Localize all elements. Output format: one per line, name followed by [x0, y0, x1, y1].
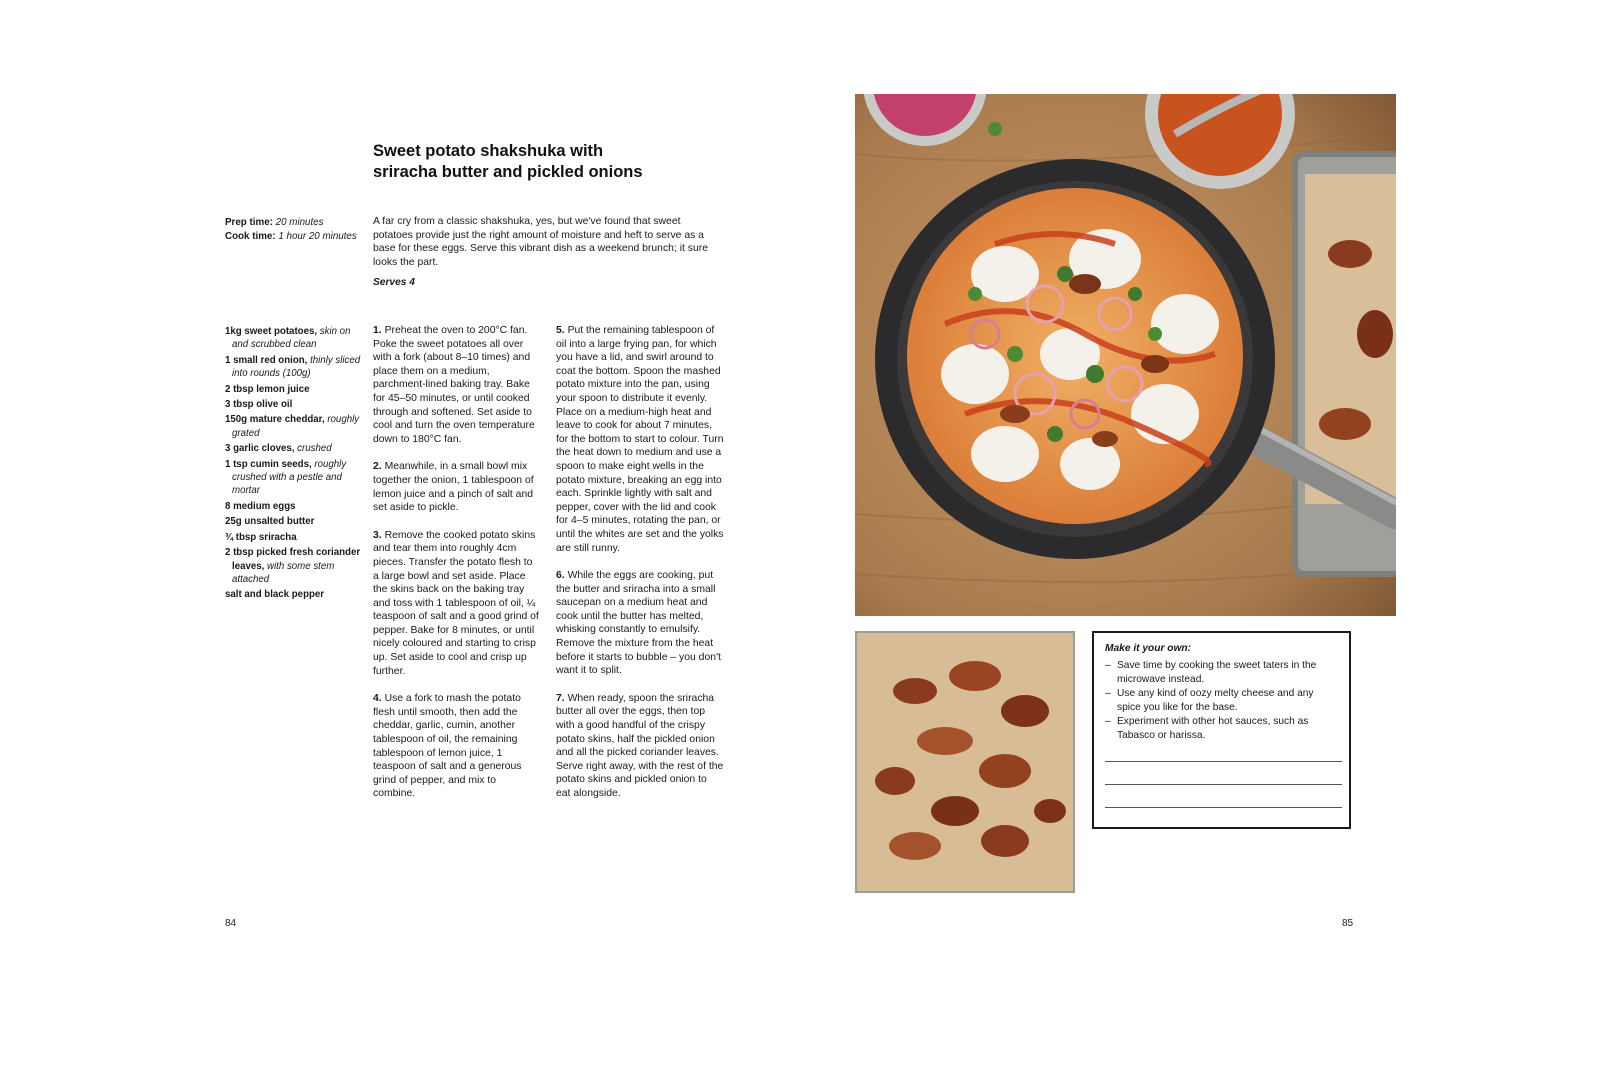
skin-3 [1001, 695, 1049, 727]
serves: Serves 4 [373, 277, 415, 288]
potato-skins-illustration [855, 631, 1075, 893]
skin-6 [979, 754, 1031, 788]
recipe-title [373, 141, 713, 183]
tip-item [1105, 659, 1338, 686]
ingredient-item [225, 588, 365, 601]
ingredient-item [225, 531, 365, 544]
ingredient-item [225, 413, 365, 440]
ingredient-item [225, 500, 365, 513]
ingredient-name: 3 tbsp olive oil [225, 399, 293, 411]
ingredient-name: 8 medium eggs [225, 500, 296, 512]
egg-7 [971, 426, 1039, 482]
ingredient-name: 2 tbsp picked fresh coriander leaves, [225, 547, 361, 572]
recipe-times [225, 216, 370, 243]
method-step [373, 692, 541, 801]
ingredient-name: 150g mature cheddar, [225, 414, 325, 426]
make-it-your-own-box [1092, 631, 1351, 829]
tip-text: Experiment with other hot sauces, such as Tabasco or harissa. [1117, 716, 1309, 741]
step-number: 2. [373, 461, 382, 473]
skin-5 [875, 767, 915, 795]
tip-dash: – [1105, 688, 1111, 700]
ingredient-name: 25g unsalted butter [225, 516, 315, 528]
step-number: 3. [373, 529, 382, 541]
ingredient-name: 2 tbsp lemon juice [225, 383, 310, 395]
skin-1 [893, 678, 937, 704]
tip-text: Use any kind of oozy melty cheese and any spice you like for the base. [1117, 688, 1314, 713]
page-number-right: 85 [1342, 918, 1354, 929]
recipe-title-line-1: Sweet potato shakshuka with [373, 142, 604, 160]
herb-6 [1047, 426, 1063, 442]
step-text: Use a fork to mash the potato flesh until smooth, then add the cheddar, garlic, cumin, another tablespoon of oil, the remaining tablespoon of lemon juice, 1 teaspoon of salt and a generous grind of pepper, and mix to combine. [373, 693, 522, 800]
step-number: 1. [373, 325, 382, 336]
egg-3 [1151, 294, 1219, 354]
method-step [373, 460, 541, 514]
recipe-title-line-2: sriracha butter and pickled onions [373, 163, 643, 181]
note-line [1105, 807, 1342, 808]
skin-8 [889, 832, 941, 860]
step-text: When ready, spoon the sriracha butter all over the eggs, then top with a good handful of the crispy potato skins, half the pickled onion and all the picked coriander leaves. Serve right away, with the rest of the potato skins and pickled onion to eat alongside. [556, 692, 724, 799]
ingredient-item [225, 354, 365, 381]
tip-item [1105, 715, 1338, 742]
prep-time-label: Prep time: [225, 217, 273, 228]
tip-text: Save time by cooking the sweet taters in the microwave instead. [1117, 660, 1317, 685]
ingredient-item [225, 458, 365, 498]
recipe-intro: A far cry from a classic shakshuka, yes, but we've found that sweet potatoes provide just the right amount of moisture and heft to serve as a base for these eggs. Serve this vibrant dish as a weekend brunch; it sure looks the part. [373, 216, 708, 268]
method-step [556, 569, 724, 678]
note-line [1105, 761, 1342, 762]
tip-heading: Make it your own: [1105, 643, 1192, 654]
step-number: 6. [556, 570, 565, 582]
cook-time-value: 1 hour 20 minutes [278, 230, 357, 242]
ingredient-note: crushed [297, 443, 332, 455]
ingredient-note: thinly sliced into rounds (100g) [232, 354, 361, 380]
method-column-2 [556, 324, 724, 815]
tray-skin-3 [1319, 408, 1371, 440]
herb-7 [968, 287, 982, 301]
skin-4 [917, 727, 973, 755]
step-text: Put the remaining tablespoon of oil into a large frying pan, for which you have a lid, and swirl around to coat the bottom. Spoon the mashed potato mixture into the pan, using your spoon to distribute it evenly. Place on a medium-high heat and leave to cook for about 7 minutes, for the bottom to start to colour. Turn the heat down to medium and use a spoon to make eight wells in the potato mixture, breaking an egg into each. Sprinkle lightly with salt and pepper, cover with the lid and cook for 4–5 minutes, rotating the pan, or until the whites are set and the yolks are still runny. [556, 325, 724, 554]
skin-7 [931, 796, 979, 826]
skin-2 [949, 661, 1001, 691]
skin-topping-2 [1141, 355, 1169, 373]
shakshuka-pan-photo [855, 94, 1396, 616]
step-number: 5. [556, 325, 565, 336]
step-text: While the eggs are cooking, put the butter and sriracha into a small saucepan on a medium heat and cook until the butter has melted, whisking constantly to emulsify. Remove the mixture from the heat before it starts to bubble – you don't want it to split. [556, 570, 721, 677]
herb-4 [1086, 365, 1104, 383]
potato-skins-photo [855, 631, 1075, 893]
herb-3 [1007, 346, 1023, 362]
skin-topping-3 [1000, 405, 1030, 423]
ingredient-note: skin on and scrubbed clean [232, 326, 351, 351]
step-number: 4. [373, 693, 382, 705]
herb-2 [1128, 287, 1142, 301]
step-text: Remove the cooked potato skins and tear them into roughly 4cm pieces. Transfer the potato flesh to a large bowl and set aside. Place the skins back on the baking tray and toss with 1 tablespoon of oil, ¼ teaspoon of salt and a good grind of pepper. Bake for 8 minutes, or until nicely coloured and starting to crisp up. Set aside to cool and crisp up further. [373, 529, 539, 677]
ingredient-name: salt and black pepper [225, 589, 325, 601]
ingredient-note: roughly grated [232, 414, 360, 439]
skin-9 [981, 825, 1029, 857]
ingredient-item [225, 442, 365, 455]
skin-10 [1034, 799, 1066, 823]
tray-skin-2 [1357, 310, 1393, 358]
skin-topping-1 [1069, 274, 1101, 294]
step-text: Preheat the oven to 200°C fan. Poke the sweet potatoes all over with a fork (about 8–10 times) and place them on a medium, parchment-lined baking tray. Bake for 45–50 minutes, or until cooked through and softened. Set aside to cool and turn the oven temperature down to 180°C fan. [373, 325, 535, 445]
ingredient-item [225, 398, 365, 411]
prep-time-value: 20 minutes [275, 217, 324, 228]
ingredient-item [225, 383, 365, 396]
ingredient-item [225, 546, 365, 586]
tray-skin-1 [1328, 240, 1372, 268]
step-number: 7. [556, 692, 565, 704]
shakshuka-illustration [855, 94, 1396, 616]
tip-list [1105, 659, 1338, 743]
method-step [556, 692, 724, 801]
ingredient-note: roughly crushed with a pestle and mortar [232, 458, 347, 497]
ingredient-item [225, 515, 365, 528]
method-step [556, 324, 724, 555]
ingredient-name: 1kg sweet potatoes, [225, 326, 318, 337]
method-step [373, 529, 541, 679]
tip-item [1105, 687, 1338, 714]
skin-topping-4 [1092, 431, 1118, 447]
page-number-left: 84 [225, 918, 237, 929]
herb-1 [1057, 266, 1073, 282]
method-step [373, 324, 541, 446]
ingredient-name: ¾ tbsp sriracha [225, 531, 297, 543]
tip-dash: – [1105, 660, 1111, 671]
method-column-1 [373, 324, 541, 815]
ingredient-name: 1 tsp cumin seeds, [225, 458, 312, 470]
ingredient-name: 1 small red onion, [225, 354, 308, 366]
herb-5 [1148, 327, 1162, 341]
tip-dash: – [1105, 716, 1111, 728]
ingredient-name: 3 garlic cloves, [225, 443, 295, 455]
ingredient-item [225, 325, 365, 352]
cook-time-label: Cook time: [225, 230, 276, 242]
egg-4 [941, 344, 1009, 404]
herb-8 [988, 122, 1002, 136]
ingredient-list [225, 325, 365, 604]
ingredient-note: with some stem attached [232, 560, 335, 585]
step-text: Meanwhile, in a small bowl mix together the onion, 1 tablespoon of lemon juice and a pinch of salt and set aside to pickle. [373, 461, 534, 514]
note-line [1105, 784, 1342, 785]
cook-time [225, 230, 370, 244]
prep-time [225, 216, 370, 230]
